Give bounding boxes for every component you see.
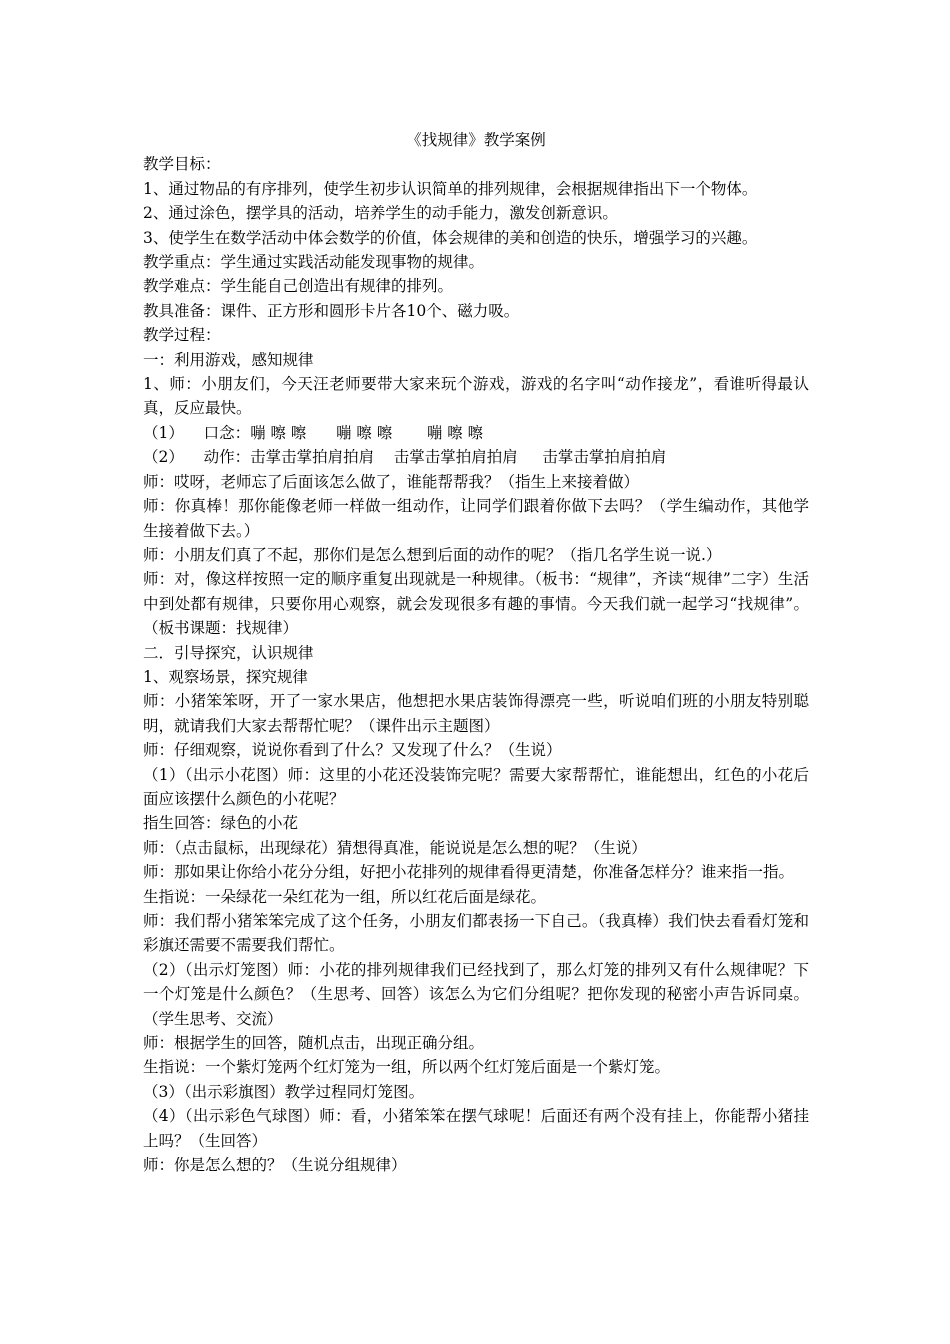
paragraph: 师：我们帮小猪笨笨完成了这个任务，小朋友们都表扬一下自己。（我真棒）我们快去看看灯笼和彩旗还需要不需要我们帮忙。 <box>143 912 809 955</box>
action-item: （2） 动作：击掌击掌拍肩拍肩 击掌击掌拍肩拍肩 击掌击掌拍肩拍肩 <box>143 448 667 467</box>
paragraph: 生指说：一朵绿花一朵红花为一组，所以红花后面是绿花。 <box>143 887 547 906</box>
objective-2: 2、通过涂色，摆学具的活动，培养学生的动手能力，激发创新意识。 <box>143 204 618 223</box>
paragraph: （4）（出示彩色气球图）师：看，小猪笨笨在摆气球呢！后面还有两个没有挂上，你能帮小猪挂上吗？（生回答） <box>143 1107 809 1150</box>
document-title: 《找规律》教学案例 <box>406 131 546 149</box>
objective-3: 3、使学生在数学活动中体会数学的价值，体会规律的美和创造的快乐，增强学习的兴趣。 <box>143 228 758 247</box>
chant-item: （1） 口念：嘣 嚓 嚓 嘣 嚓 嚓 嘣 嚓 嚓 <box>143 423 484 442</box>
paragraph: 师：对，像这样按照一定的顺序重复出现就是一种规律。（板书：“规律”，齐读“规律”二字）生活中到处都有规律，只要你用心观察，就会发现很多有趣的事情。今天我们就一起学习“找规律”。（板书课题：找规律） <box>143 570 809 638</box>
part-one-heading: 一：利用游戏，感知规律 <box>143 350 314 369</box>
paragraph: 师：（点击鼠标，出现绿花）猜想得真准，能说说是怎么想的呢？（生说） <box>143 838 647 857</box>
document-page <box>143 128 809 1177</box>
paragraph: 师：小猪笨笨呀，开了一家水果店，他想把水果店装饰得漂亮一些，听说咱们班的小朋友特别聪明，就请我们大家去帮帮忙呢？（课件出示主题图） <box>143 692 809 735</box>
paragraph: 生指说：一个紫灯笼两个红灯笼为一组，所以两个红灯笼后面是一个紫灯笼。 <box>143 1058 671 1077</box>
paragraph: 师：根据学生的回答，随机点击，出现正确分组。 <box>143 1034 485 1053</box>
paragraph: 师：你是怎么想的？（生说分组规律） <box>143 1156 407 1175</box>
paragraph: 师：那如果让你给小花分分组，好把小花排列的规律看得更清楚，你准备怎样分？谁来指一指。 <box>143 863 795 882</box>
paragraph: 师：你真棒！那你能像老师一样做一组动作，让同学们跟着你做下去吗？（学生编动作，其他学生接着做下去。） <box>143 497 809 540</box>
section-process-heading: 教学过程： <box>143 326 221 345</box>
section-objectives-heading: 教学目标： <box>143 155 221 174</box>
key-point: 教学重点：学生通过实践活动能发现事物的规律。 <box>143 253 485 272</box>
objective-1: 1、通过物品的有序排列，使学生初步认识简单的排列规律，会根据规律指出下一个物体。 <box>143 179 758 198</box>
teaching-aids: 教具准备：课件、正方形和圆形卡片各10个、磁力吸。 <box>143 301 520 320</box>
paragraph: （2）（出示灯笼图）师：小花的排列规律我们已经找到了，那么灯笼的排列又有什么规律呢？下一个灯笼是什么颜色？（生思考、回答）该怎么为它们分组呢？把你发现的秘密小声告诉同桌。（学生思考、交流） <box>143 960 809 1028</box>
paragraph: 师：哎呀，老师忘了后面该怎么做了，谁能帮帮我？（指生上来接着做） <box>143 472 640 491</box>
difficult-point: 教学难点：学生能自己创造出有规律的排列。 <box>143 277 454 296</box>
paragraph: 1、师：小朋友们，今天汪老师要带大家来玩个游戏，游戏的名字叫“动作接龙”，看谁听得最认真，反应最快。 <box>143 375 809 418</box>
paragraph: 师：小朋友们真了不起，那你们是怎么想到后面的动作的呢？（指几名学生说一说.） <box>143 545 722 564</box>
paragraph: （3）（出示彩旗图）教学过程同灯笼图。 <box>143 1082 425 1101</box>
paragraph: 指生回答：绿色的小花 <box>143 814 299 833</box>
paragraph: 师：仔细观察，说说你看到了什么？又发现了什么？（生说） <box>143 741 562 760</box>
part-two-heading: 二．引导探究，认识规律 <box>143 643 314 662</box>
subsection-heading: 1、观察场景，探究规律 <box>143 667 308 686</box>
paragraph: （1）（出示小花图）师：这里的小花还没装饰完呢？需要大家帮帮忙，谁能想出，红色的小花后面应该摆什么颜色的小花呢？ <box>143 765 809 808</box>
